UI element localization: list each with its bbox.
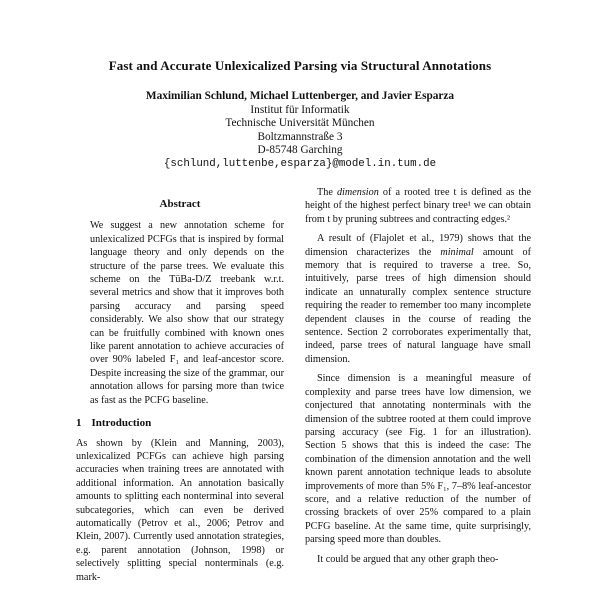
body-paragraph: It could be argued that any other graph theo- xyxy=(317,553,499,565)
section-number: 1 xyxy=(76,417,82,430)
author-names: Maximilian Schlund, Michael Luttenberger, and Javier Esparza xyxy=(145,90,455,102)
text-span: The xyxy=(317,187,337,198)
right-column xyxy=(305,186,531,566)
affiliation-line: Boltzmannstraße 3 xyxy=(257,130,343,143)
abstract-text: We suggest a new annotation scheme for unlexicalized PCFGs that is inspired by formal language theory and only depends on the structure of the parse trees. We evaluate this scheme on the TüBa-D/Z treebank w.r.t. several metrics and show that it improves both parsing accuracy and parsing speed considerably. We also show that our strategy can be fruitfully combined with known ones like parent annotation to achieve accuracies of over 90% labeled F₁ and leaf-ancestor score. Despite increasing the size of the grammar, our annotation allows for parsing more than twice as fast as the PCFG baseline. xyxy=(90,220,284,406)
body-paragraph xyxy=(305,232,531,366)
body-paragraph xyxy=(305,186,531,226)
affiliation-line: Institut für Informatik xyxy=(250,103,350,116)
paper-title: Fast and Accurate Unlexicalized Parsing via Structural Annotations xyxy=(108,58,492,73)
emphasis: minimal xyxy=(440,246,474,258)
section-title: Introduction xyxy=(91,417,152,430)
emphasis: dimension xyxy=(336,187,379,198)
text-span: of a rooted tree t is defined as the height of the highest perfect binary tree¹ we can obtain from t by pruning subtrees and contracting edges.² xyxy=(305,187,532,225)
author-email: {schlund,luttenbe,esparza}@model.in.tum.de xyxy=(163,157,437,170)
text-span: A result of (Flajolet et al., 1979) shows that the dimension characterizes the xyxy=(305,233,531,258)
body-paragraph: Since dimension is a meaningful measure of complexity and parse trees have low dimension, we conjectured that annotating nonterminals with the dimension of the subtree rooted at them could improve parsing accuracy (see Fig. 1 for an illustration). Section 5 shows that this is indeed the case: The combination of the dimension annotation and the well known parent annotation technique leads to absolute improvements of more than 5% F₁, 7–8% leaf-ancestor score, and a relative reduction of the number of crossing brackets of over 25% compared to a plain PCFG baseline. At the same time, quite surprisingly, parsing speed more than doubles. xyxy=(305,373,531,546)
affiliation-line: Technische Universität München xyxy=(225,117,375,129)
section-heading xyxy=(76,417,284,430)
intro-paragraph: As shown by (Klein and Manning, 2003), unlexicalized PCFGs can achieve high parsing accuracies when training trees are annotated with additional information. An annotation basically amounts to splitting each nonterminal into several subcategories, which can even be derived automatically (Petrov et al., 2006; Petrov and Klein, 2007). Currently used annotation strategies, e.g. parent annotation (Johnson, 1998) or selectively splitting special nonterminals (e.g. mark- xyxy=(76,437,284,583)
abstract-heading: Abstract xyxy=(159,198,201,210)
author-block xyxy=(0,90,600,171)
text-span: amount of memory that is required to traverse a tree. So, intuitively, parse trees of high dimension should indicate an unnaturally complex sentence structure requiring the reader to remember too many incomplete dependent clauses in the course of reading the sentence. Section 2 corroborates experimentally that, indeed, parse trees of natural language have small dimension. xyxy=(305,246,531,365)
affiliation-line: D-85748 Garching xyxy=(257,144,343,156)
left-column xyxy=(76,198,284,584)
